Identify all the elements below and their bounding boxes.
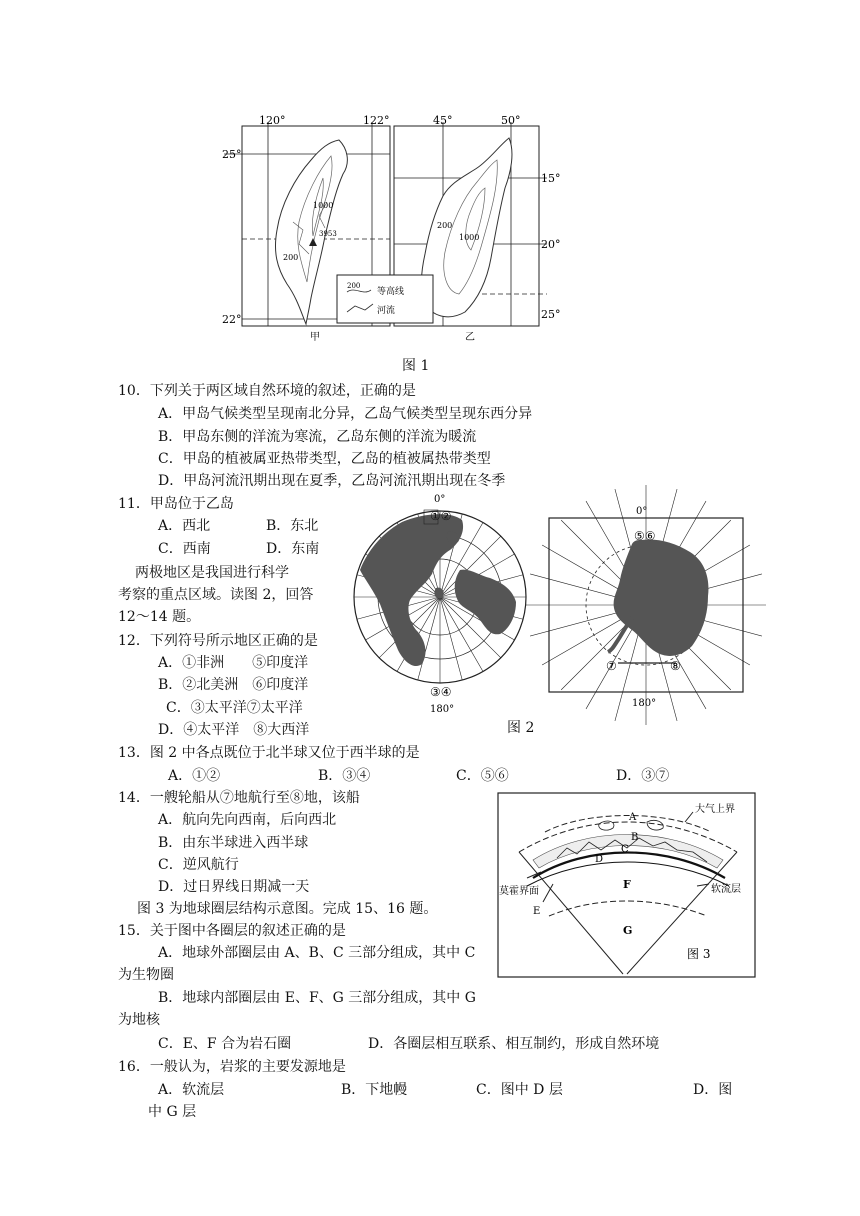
- figure-1-caption: 图 1: [402, 358, 430, 374]
- legend-contour-value: 200: [347, 282, 361, 290]
- q10-option-d: D．甲岛河流汛期出现在夏季，乙岛河流汛期出现在冬季: [158, 473, 506, 489]
- fig2-marks-5-6: ⑤⑥: [634, 529, 656, 543]
- fig3-caption: 图 3: [687, 947, 711, 961]
- figure-2-right-south-polar: [546, 500, 746, 710]
- legend-contour: 等高线: [377, 287, 405, 297]
- fig3-label-g: G: [623, 924, 633, 937]
- q10-option-c: C．甲岛的植被属亚热带类型，乙岛的植被属热带类型: [158, 451, 491, 467]
- intro-2-line-3: 12～14 题。: [118, 609, 201, 625]
- q11-option-a: A．西北: [158, 518, 211, 534]
- intro-2-line-1: 两极地区是我国进行科学: [135, 565, 289, 581]
- q14-option-c: C．逆风航行: [158, 857, 239, 873]
- jia-label: 甲: [310, 332, 320, 343]
- q13-option-c: C．⑤⑥: [456, 768, 509, 784]
- fig3-asthenosphere: 软流层: [711, 884, 741, 895]
- fig3-label-d: D: [595, 854, 604, 865]
- fig2-mark-7: ⑦: [606, 659, 617, 673]
- q16-option-d-part2: 中 G 层: [148, 1104, 197, 1120]
- q16-option-a: A．软流层: [158, 1082, 225, 1098]
- q16-option-c: C．图中 D 层: [476, 1082, 563, 1098]
- q15-option-b-line1: B．地球内部圈层由 E、F、G 三部分组成，其中 G: [158, 990, 476, 1006]
- fig2-mark-8: ⑧: [670, 659, 681, 673]
- q14-option-d: D．过日界线日期减一天: [158, 879, 310, 895]
- jia-lon-left: 120°: [259, 114, 286, 127]
- fig2-right-top-0: 0°: [636, 506, 648, 517]
- jia-contour-200: 200: [283, 253, 299, 262]
- q14-stem: 14．一艘轮船从⑦地航行至⑧地，该船: [118, 790, 360, 806]
- yi-label: 乙: [465, 332, 475, 343]
- q16-option-b: B．下地幔: [341, 1082, 408, 1098]
- jia-lat-bottom: 22°: [222, 313, 242, 326]
- q12-option-b: B．②北美洲 ⑥印度洋: [158, 677, 309, 693]
- q13-option-b: B．③④: [318, 768, 371, 784]
- q15-option-d: D．各圈层相互联系、相互制约，形成自然环境: [368, 1036, 660, 1052]
- yi-contour-200: 200: [437, 221, 453, 230]
- q14-option-b: B．由东半球进入西半球: [158, 835, 309, 851]
- fig3-moho: 莫霍界面: [499, 886, 539, 897]
- fig3-label-a: A: [629, 812, 637, 823]
- q15-option-a-line2: 为生物圈: [118, 967, 174, 983]
- yi-lon-right: 50°: [501, 114, 521, 127]
- q12-option-a: A．①非洲 ⑤印度洋: [158, 655, 309, 671]
- figure-2-left-north-polar: [340, 492, 540, 718]
- fig3-upper-bound: 大气上界: [695, 804, 735, 815]
- fig3-label-f: F: [623, 878, 631, 891]
- q15-stem: 15．关于图中各圈层的叙述正确的是: [118, 923, 346, 939]
- jia-lat-top: 25°: [222, 148, 242, 161]
- yi-contour-1000: 1000: [459, 233, 480, 242]
- fig2-left-bottom-180: 180°: [430, 704, 455, 715]
- q15-option-c: C．E、F 合为岩石圈: [158, 1036, 292, 1052]
- figure-2-caption: 图 2: [507, 720, 535, 736]
- q16-stem: 16．一般认为，岩浆的主要发源地是: [118, 1059, 346, 1075]
- q15-option-a-line1: A．地球外部圈层由 A、B、C 三部分组成，其中 C: [158, 945, 476, 961]
- fig2-marks-1-2: ①②: [430, 509, 452, 523]
- q11-option-b: B．东北: [266, 518, 319, 534]
- q11-stem: 11．甲岛位于乙岛: [118, 496, 234, 512]
- q10-stem: 10．下列关于两区域自然环境的叙述，正确的是: [118, 383, 416, 399]
- q11-option-c: C．西南: [158, 541, 211, 557]
- q12-stem: 12．下列符号所示地区正确的是: [118, 633, 318, 649]
- yi-lat-20: 20°: [541, 238, 561, 251]
- jia-lon-right: 122°: [363, 114, 390, 127]
- q10-option-a: A．甲岛气候类型呈现南北分异，乙岛气候类型呈现东西分异: [158, 406, 533, 422]
- q16-option-d-part1: D．图: [693, 1082, 733, 1098]
- fig2-right-bottom-180: 180°: [632, 698, 657, 709]
- figure-3-earth-layers: [497, 792, 756, 978]
- jia-peak: 3953: [319, 230, 337, 238]
- jia-contour-1000: 1000: [313, 201, 334, 210]
- figure-1-maps: [215, 112, 561, 344]
- q10-option-b: B．甲岛东侧的洋流为寒流，乙岛东侧的洋流为暖流: [158, 429, 477, 445]
- fig3-label-e: E: [533, 906, 541, 917]
- q12-option-d: D．④太平洋 ⑧大西洋: [158, 722, 310, 738]
- q13-option-d: D．③⑦: [616, 768, 670, 784]
- yi-lat-15: 15°: [541, 172, 561, 185]
- q12-option-c: C．③太平洋⑦太平洋: [166, 700, 303, 716]
- q13-option-a: A．①②: [168, 768, 221, 784]
- legend-river: 河流: [377, 306, 396, 316]
- fig3-label-b: B: [631, 832, 639, 843]
- q11-option-d: D．东南: [266, 541, 320, 557]
- fig3-label-c: C: [621, 844, 629, 855]
- yi-lat-25: 25°: [541, 308, 561, 321]
- fig2-marks-3-4: ③④: [430, 685, 452, 699]
- intro-3: 图 3 为地球圈层结构示意图。完成 15、16 题。: [137, 901, 438, 917]
- q15-option-b-line2: 为地核: [118, 1012, 160, 1028]
- intro-2-line-2: 考察的重点区域。读图 2，回答: [118, 587, 314, 603]
- q13-stem: 13．图 2 中各点既位于北半球又位于西半球的是: [118, 745, 420, 761]
- q14-option-a: A．航向先向西南，后向西北: [158, 812, 337, 828]
- fig2-left-top-0: 0°: [434, 494, 446, 505]
- yi-lon-left: 45°: [433, 114, 453, 127]
